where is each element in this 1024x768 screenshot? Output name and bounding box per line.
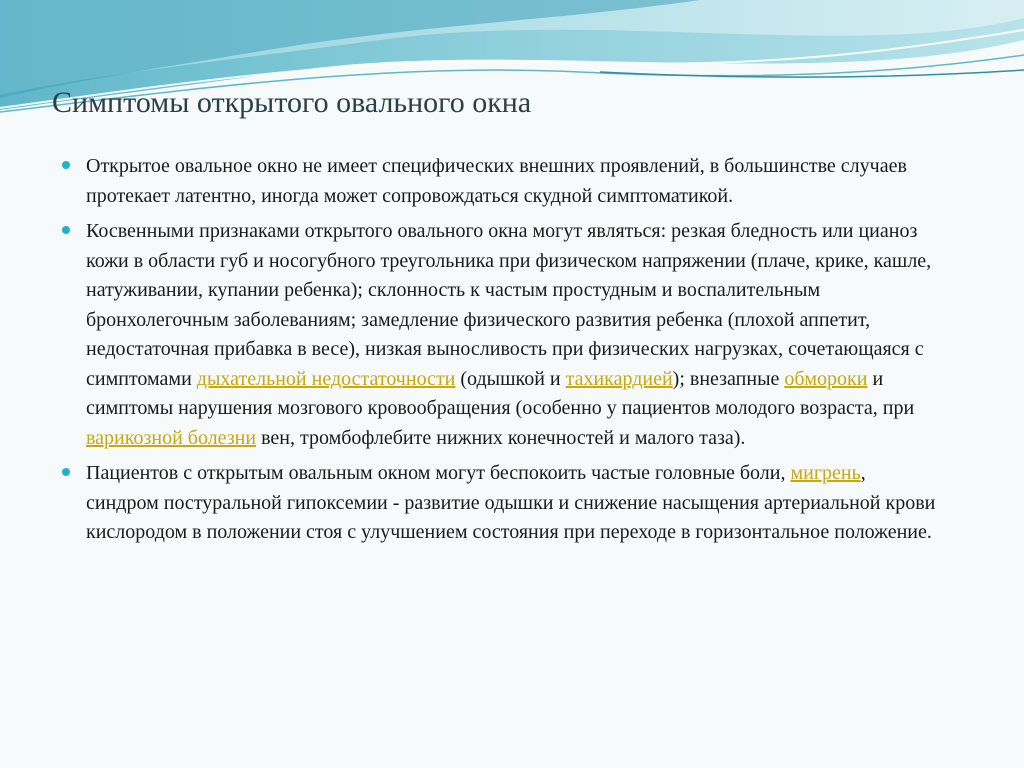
page-title: Симптомы открытого овального окна	[52, 86, 532, 119]
bullet-item	[62, 217, 942, 453]
inline-link[interactable]: варикозной болезни	[86, 426, 257, 449]
bullet-text	[86, 220, 931, 449]
bullet-list	[62, 152, 942, 554]
text-segment: , синдром постуральной гипоксемии - развитие одышки и снижение насыщения артериальной крови кислородом в положении стоя с улучшением состояния при переходе в горизонтальное положение.	[86, 462, 936, 543]
bullet-item	[62, 459, 942, 548]
bullet-item	[62, 152, 942, 211]
bullet-text	[86, 462, 935, 543]
text-segment: Пациентов с открытым овальным окном могут беспокоить частые головные боли,	[86, 462, 791, 484]
inline-link[interactable]: мигрень	[790, 462, 861, 484]
text-segment: (одышкой и	[455, 367, 566, 390]
bullet-dot-icon	[62, 226, 70, 234]
inline-link[interactable]: дыхательной недостаточности	[196, 367, 456, 390]
text-segment: Косвенными признаками открытого овального окна могут являться: резкая бледность или цианоз кожи в области губ и носогубного треугольника при физическом напряжении (плаче, крике, кашле, натуживании, купании ребенка); склонность к частым простудным и воспалительным бронхолегочным заболеваниям; замедление физического развития ребенка (плохой аппетит, недостаточная прибавка в весе), низкая выносливость при физических нагрузках, сочетающаяся с симптомами	[86, 220, 932, 390]
inline-link[interactable]: обмороки	[784, 367, 868, 390]
text-segment: и симптомы нарушения мозгового кровообращения (особенно у пациентов молодого возраста, при	[86, 367, 915, 419]
bullet-dot-icon	[62, 468, 70, 476]
text-segment: вен, тромбофлебите нижних конечностей и малого таза).	[256, 426, 746, 449]
bullet-dot-icon	[62, 161, 70, 169]
text-segment: Открытое овальное окно не имеет специфических внешних проявлений, в большинстве случаев протекает латентно, иногда может сопровождаться скудной симптоматикой.	[86, 155, 907, 207]
inline-link[interactable]: тахикардией	[565, 367, 673, 390]
text-segment: ); внезапные	[672, 367, 785, 390]
bullet-text	[86, 155, 907, 207]
